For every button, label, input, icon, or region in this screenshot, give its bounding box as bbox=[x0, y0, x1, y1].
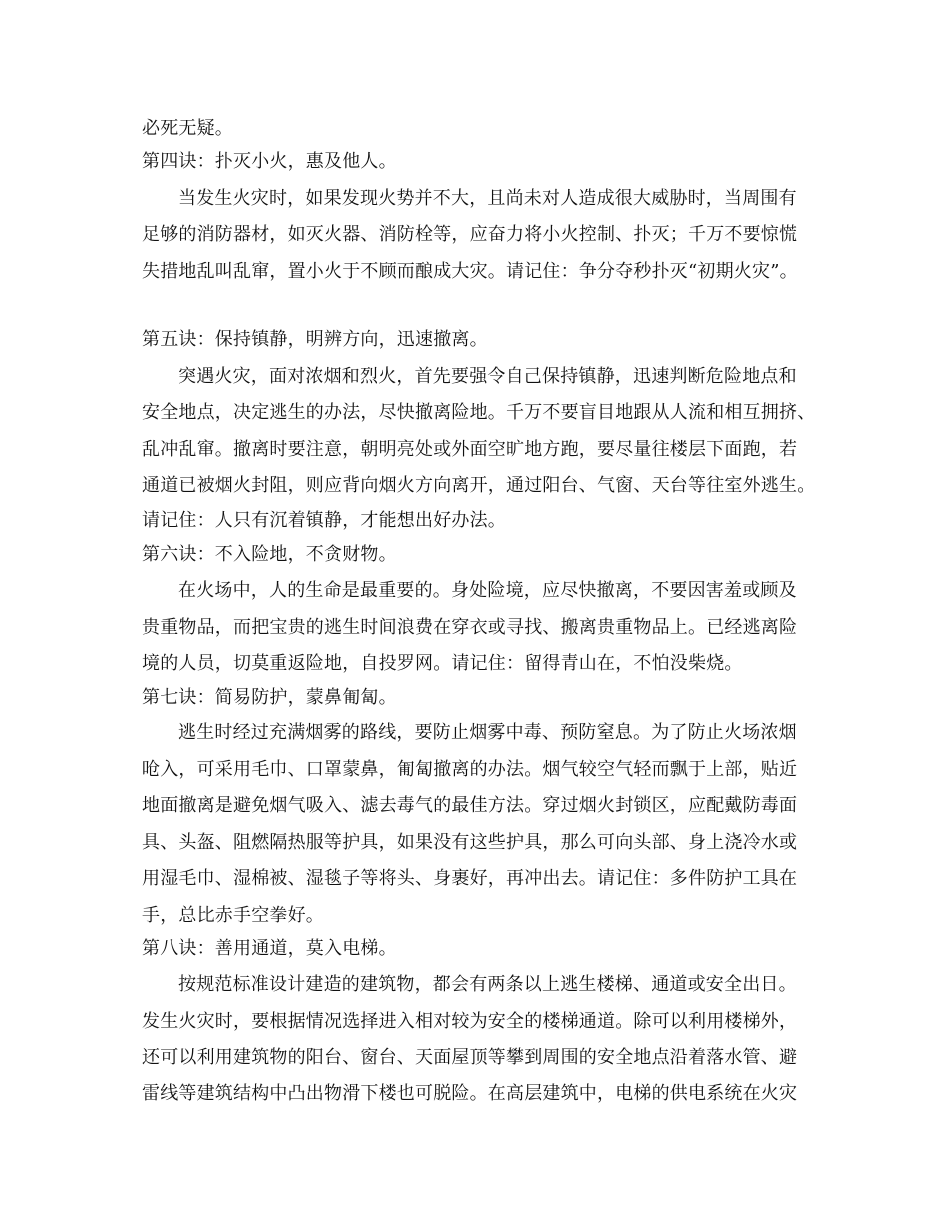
text-line: 还可以利用建筑物的阳台、窗台、天面屋顶等攀到周围的安全地点沿着落水管、避 bbox=[142, 1047, 798, 1068]
section-heading: 第六诀：不入险地，不贪财物。 bbox=[142, 544, 397, 565]
section-heading: 第五诀：保持镇静，明辨方向，迅速撤离。 bbox=[142, 329, 488, 350]
text-line: 逃生时经过充满烟雾的路线，要防止烟雾中毒、预防窒息。为了防止火场浓烟 bbox=[178, 722, 797, 743]
text-line: 失措地乱叫乱窜，置小火于不顾而酿成大灾。请记住：争分夺秒扑灭“初期火灾”。 bbox=[142, 261, 798, 282]
text-line: 在火场中，人的生命是最重要的。身处险境，应尽快撤离，不要因害羞或顾及 bbox=[178, 580, 797, 601]
text-line: 安全地点，决定逃生的办法，尽快撤离险地。千万不要盲目地跟从人流和相互拥挤、 bbox=[142, 402, 816, 423]
text-line: 当发生火灾时，如果发现火势并不大，且尚未对人造成很大威胁时，当周围有 bbox=[178, 188, 797, 209]
text-line: 呛入，可采用毛巾、口罩蒙鼻，匍匐撤离的办法。烟气较空气轻而飘于上部，贴近 bbox=[142, 759, 798, 780]
text-line: 突遇火灾，面对浓烟和烈火，首先要强令自己保持镇静，迅速判断危险地点和 bbox=[178, 366, 797, 387]
text-line: 按规范标准设计建造的建筑物，都会有两条以上逃生楼梯、通道或安全出日。 bbox=[178, 974, 797, 995]
text-line: 用湿毛巾、湿棉被、湿毯子等将头、身裹好，再冲出去。请记住：多件防护工具在 bbox=[142, 868, 798, 889]
text-line: 雷线等建筑结构中凸出物滑下楼也可脱险。在高层建筑中，电梯的供电系统在火灾 bbox=[142, 1083, 798, 1104]
text-line: 境的人员，切莫重返险地，自投罗网。请记住：留得青山在，不怕没柴烧。 bbox=[142, 653, 743, 674]
text-line: 手，总比赤手空拳好。 bbox=[142, 905, 324, 926]
section-heading: 第八诀：善用通道，莫入电梯。 bbox=[142, 938, 397, 959]
text-line: 足够的消防器材，如灭火器、消防栓等，应奋力将小火控制、扑灭；千万不要惊慌 bbox=[142, 224, 798, 245]
text-line: 发生火灾时，要根据情况选择进入相对较为安全的楼梯通道。除可以利用楼梯外， bbox=[142, 1011, 798, 1032]
text-line: 具、头盔、阻燃隔热服等护具，如果没有这些护具，那么可向头部、身上浇冷水或 bbox=[142, 832, 798, 853]
text-line: 请记住：人只有沉着镇静，才能想出好办法。 bbox=[142, 510, 506, 531]
text-line: 乱冲乱窜。撤离时要注意，朝明亮处或外面空旷地方跑，要尽量往楼层下面跑，若 bbox=[142, 439, 798, 460]
text-line: 必死无疑。 bbox=[142, 118, 233, 139]
text-line: 贵重物品，而把宝贵的逃生时间浪费在穿衣或寻找、搬离贵重物品上。已经逃离险 bbox=[142, 617, 798, 638]
section-heading: 第七诀：简易防护，蒙鼻匍匐。 bbox=[142, 687, 397, 708]
text-line: 地面撤离是避免烟气吸入、滤去毒气的最佳方法。穿过烟火封锁区，应配戴防毒面 bbox=[142, 795, 798, 816]
text-line: 通道已被烟火封阻，则应背向烟火方向离开，通过阳台、气窗、天台等往室外逃生。 bbox=[142, 475, 816, 496]
section-heading: 第四诀：扑灭小火，惠及他人。 bbox=[142, 151, 397, 172]
